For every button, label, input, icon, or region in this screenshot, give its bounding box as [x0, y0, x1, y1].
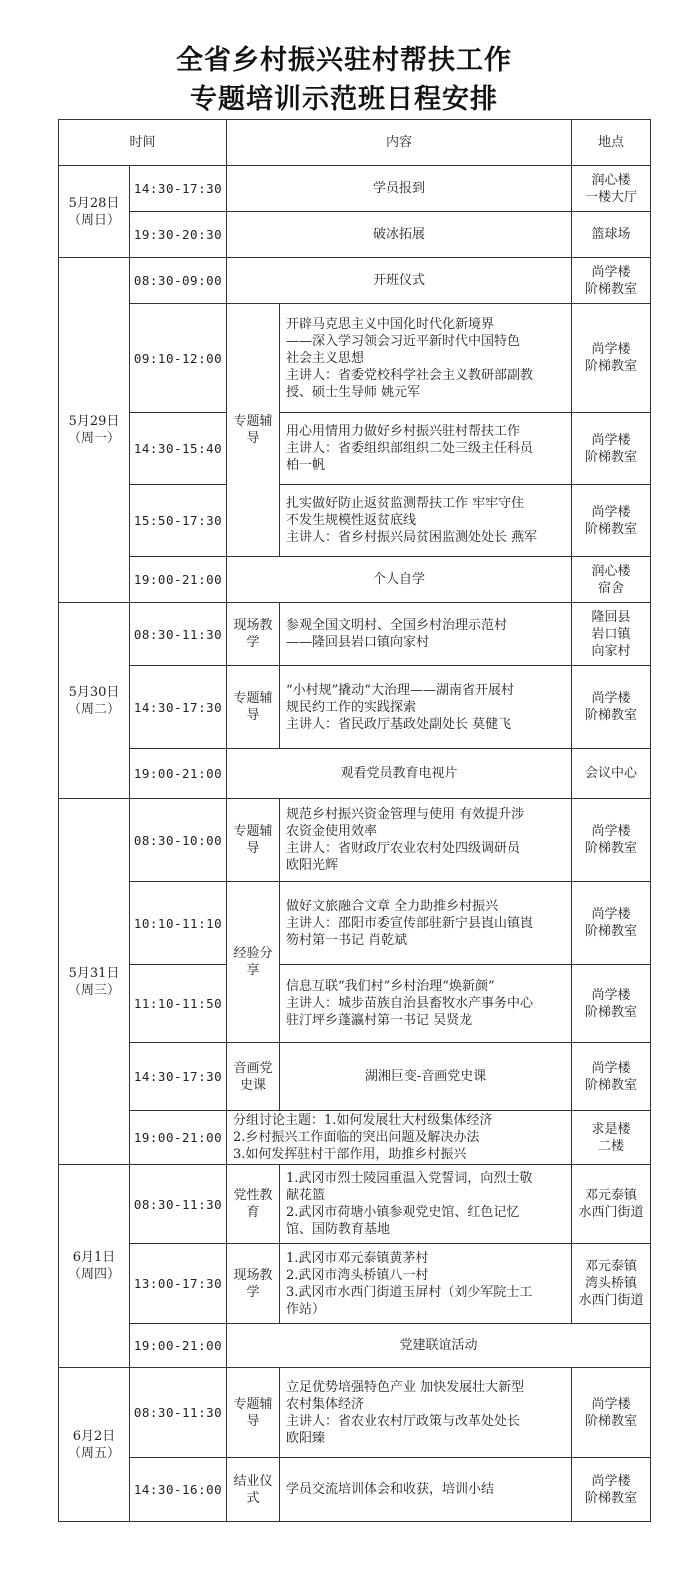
- content-cell: “小村规”撬动“大治理——湖南省开展村 规民约工作的实践探索 主讲人：省民政厅基政处副处长 莫健飞: [280, 666, 572, 749]
- table-row: [59, 304, 651, 413]
- location-cell: 会议中心: [572, 749, 651, 799]
- table-row: [59, 882, 651, 965]
- type-cell: 党性教育: [227, 1165, 280, 1244]
- type-cell: 专题辅导: [227, 1368, 280, 1458]
- table-row: [59, 1324, 651, 1368]
- content-cell: 学员报到: [227, 166, 572, 212]
- type-cell: 音画党史课: [227, 1043, 280, 1111]
- table-row: [59, 485, 651, 557]
- location-cell: 邓元泰镇 水西门街道: [572, 1165, 651, 1244]
- table-row: [59, 166, 651, 212]
- location-cell: 尚学楼 阶梯教室: [572, 1458, 651, 1522]
- type-cell: 专题辅导: [227, 799, 280, 882]
- time-cell: 19:00-21:00: [130, 749, 227, 799]
- location-cell: 尚学楼 阶梯教室: [572, 485, 651, 557]
- table-row: [59, 212, 651, 258]
- time-cell: 19:00-21:00: [130, 1324, 227, 1368]
- table-row: [59, 799, 651, 882]
- location-cell: 篮球场: [572, 212, 651, 258]
- table-row: [59, 557, 651, 603]
- date-cell: 6月1日 （周四）: [59, 1165, 130, 1368]
- time-cell: 14:30-17:30: [130, 666, 227, 749]
- time-cell: 19:00-21:00: [130, 557, 227, 603]
- content-cell: 党建联谊活动: [227, 1324, 651, 1368]
- location-cell: 尚学楼 阶梯教室: [572, 882, 651, 965]
- location-cell: 润心楼 一楼大厅: [572, 166, 651, 212]
- location-cell: 尚学楼 阶梯教室: [572, 1043, 651, 1111]
- time-cell: 08:30-09:00: [130, 258, 227, 304]
- content-cell: 扎实做好防止返贫监测帮扶工作 牢牢守住 不发生规模性返贫底线 主讲人：省乡村振兴局贫困监测处处长 燕军: [280, 485, 572, 557]
- table-row: [59, 1043, 651, 1111]
- content-cell: 个人自学: [227, 557, 572, 603]
- location-cell: 尚学楼 阶梯教室: [572, 666, 651, 749]
- header-content: 内容: [227, 120, 572, 166]
- type-cell: 专题辅导: [227, 304, 280, 557]
- table-row: [59, 1368, 651, 1458]
- header-location: 地点: [572, 120, 651, 166]
- location-cell: 隆回县 岩口镇 向家村: [572, 603, 651, 666]
- content-cell: 用心用情用力做好乡村振兴驻村帮扶工作 主讲人：省委组织部组织二处三级主任科员 柏一帆: [280, 413, 572, 485]
- type-cell: 专题辅导: [227, 666, 280, 749]
- location-cell: 尚学楼 阶梯教室: [572, 1368, 651, 1458]
- time-cell: 19:00-21:00: [130, 1111, 227, 1165]
- table-row: [59, 1111, 651, 1165]
- table-row: [59, 413, 651, 485]
- time-cell: 13:00-17:30: [130, 1244, 227, 1324]
- header-row: [59, 120, 651, 166]
- content-cell: 参观全国文明村、全国乡村治理示范村 ——隆回县岩口镇向家村: [280, 603, 572, 666]
- content-cell: 破冰拓展: [227, 212, 572, 258]
- date-cell: 5月28日 （周日）: [59, 166, 130, 258]
- content-cell: 1.武冈市邓元泰镇黄茅村 2.武冈市湾头桥镇八一村 3.武冈市水西门街道玉屏村（刘少军院士工 作站）: [280, 1244, 572, 1324]
- date-cell: 5月30日 （周二）: [59, 603, 130, 799]
- time-cell: 15:50-17:30: [130, 485, 227, 557]
- table-row: [59, 749, 651, 799]
- location-cell: 尚学楼 阶梯教室: [572, 304, 651, 413]
- time-cell: 14:30-17:30: [130, 1043, 227, 1111]
- time-cell: 11:10-11:50: [130, 965, 227, 1043]
- type-cell: 现场教学: [227, 603, 280, 666]
- location-cell: 尚学楼 阶梯教室: [572, 413, 651, 485]
- time-cell: 08:30-11:30: [130, 1368, 227, 1458]
- content-cell: 做好文旅融合文章 全力助推乡村振兴 主讲人：邵阳市委宣传部驻新宁县崀山镇崀 笏村第一书记 肖乾斌: [280, 882, 572, 965]
- location-cell: 尚学楼 阶梯教室: [572, 965, 651, 1043]
- table-row: [59, 1458, 651, 1522]
- location-cell: 求是楼 二楼: [572, 1111, 651, 1165]
- schedule-table: [58, 119, 651, 1522]
- time-cell: 14:30-15:40: [130, 413, 227, 485]
- table-row: [59, 965, 651, 1043]
- content-cell: 学员交流培训体会和收获，培训小结: [280, 1458, 572, 1522]
- location-cell: 尚学楼 阶梯教室: [572, 799, 651, 882]
- date-cell: 5月29日 （周一）: [59, 258, 130, 603]
- page-title-line-1: 全省乡村振兴驻村帮扶工作: [176, 45, 512, 76]
- table-row: [59, 258, 651, 304]
- content-cell: 开班仪式: [227, 258, 572, 304]
- location-cell: 润心楼 宿舍: [572, 557, 651, 603]
- table-row: [59, 603, 651, 666]
- time-cell: 10:10-11:10: [130, 882, 227, 965]
- location-cell: 邓元泰镇 湾头桥镇 水西门街道: [572, 1244, 651, 1324]
- time-cell: 09:10-12:00: [130, 304, 227, 413]
- header-time: 时间: [59, 120, 227, 166]
- type-cell: 结业仪式: [227, 1458, 280, 1522]
- type-cell: 现场教学: [227, 1244, 280, 1324]
- time-cell: 08:30-11:30: [130, 603, 227, 666]
- content-cell: 湖湘巨变-音画党史课: [280, 1043, 572, 1111]
- time-cell: 08:30-11:30: [130, 1165, 227, 1244]
- content-cell: 观看党员教育电视片: [227, 749, 572, 799]
- page-title-line-2: 专题培训示范班日程安排: [190, 84, 498, 115]
- content-cell: 开辟马克思主义中国化时代化新境界 ——深入学习领会习近平新时代中国特色 社会主义思想 主讲人：省委党校科学社会主义教研部副教 授、硕士生导师 姚元军: [280, 304, 572, 413]
- time-cell: 19:30-20:30: [130, 212, 227, 258]
- table-row: [59, 1165, 651, 1244]
- location-cell: 尚学楼 阶梯教室: [572, 258, 651, 304]
- time-cell: 14:30-17:30: [130, 166, 227, 212]
- content-cell: 规范乡村振兴资金管理与使用 有效提升涉 农资金使用效率 主讲人：省财政厅农业农村处四级调研员 欧阳光辉: [280, 799, 572, 882]
- content-cell: 分组讨论主题：1.如何发展壮大村级集体经济 2.乡村振兴工作面临的突出问题及解决办法 3.如何发挥驻村干部作用，助推乡村振兴: [227, 1111, 572, 1165]
- content-cell: 1.武冈市烈士陵园重温入党誓词，向烈士敬 献花篮 2.武冈市荷塘小镇参观党史馆、红色记忆 馆、国防教育基地: [280, 1165, 572, 1244]
- content-cell: 信息互联“我们村”乡村治理“焕新颜” 主讲人：城步苗族自治县畜牧水产事务中心 驻汀坪乡蓬瀛村第一书记 吴贤龙: [280, 965, 572, 1043]
- type-cell: 经验分享: [227, 882, 280, 1043]
- table-row: [59, 1244, 651, 1324]
- time-cell: 08:30-10:00: [130, 799, 227, 882]
- content-cell: 立足优势培强特色产业 加快发展壮大新型 农村集体经济 主讲人：省农业农村厅政策与改革处处长 欧阳臻: [280, 1368, 572, 1458]
- table-row: [59, 666, 651, 749]
- date-cell: 6月2日 （周五）: [59, 1368, 130, 1522]
- date-cell: 5月31日 （周三）: [59, 799, 130, 1165]
- time-cell: 14:30-16:00: [130, 1458, 227, 1522]
